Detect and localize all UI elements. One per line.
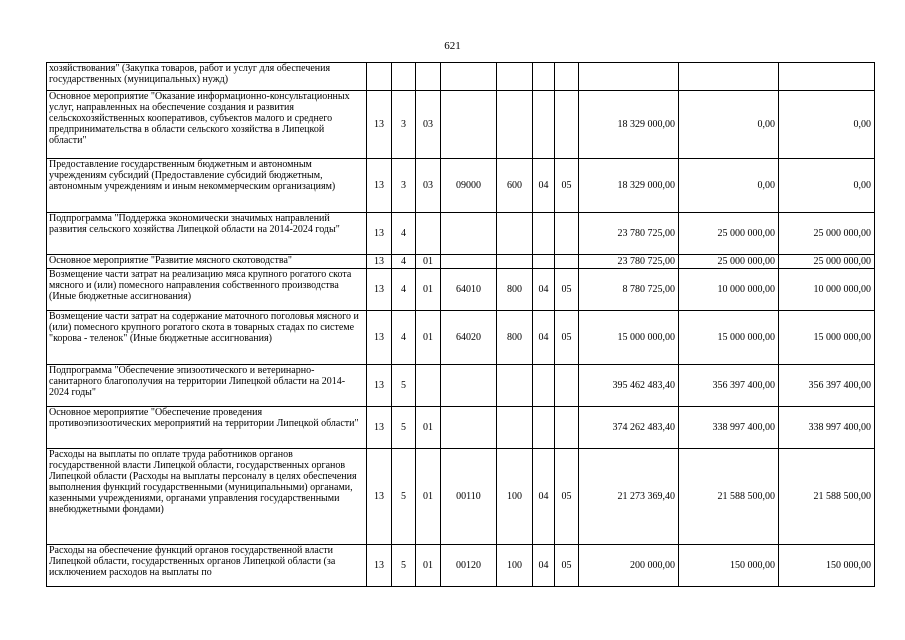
amount-year-3: 21 588 500,00: [779, 449, 875, 545]
amount-year-3: 25 000 000,00: [779, 213, 875, 255]
table-row: [47, 269, 875, 311]
table-row: [47, 159, 875, 213]
amount-year-1: 18 329 000,00: [579, 159, 679, 213]
code-subprogram: 4: [392, 311, 416, 365]
code-direction: 64020: [441, 311, 497, 365]
code-expense-type: 800: [497, 311, 533, 365]
amount-year-2: 0,00: [679, 159, 779, 213]
code-activity: 01: [416, 449, 441, 545]
code-direction: [441, 63, 497, 91]
amount-year-2: [679, 63, 779, 91]
table-row: [47, 213, 875, 255]
amount-year-2: 356 397 400,00: [679, 365, 779, 407]
amount-year-1: 15 000 000,00: [579, 311, 679, 365]
amount-year-3: 338 997 400,00: [779, 407, 875, 449]
amount-year-1: 200 000,00: [579, 545, 679, 587]
code-expense-type: 800: [497, 269, 533, 311]
code-activity: 01: [416, 269, 441, 311]
code-activity: 01: [416, 545, 441, 587]
table-row: [47, 545, 875, 587]
amount-year-1: 23 780 725,00: [579, 255, 679, 269]
code-direction: 00120: [441, 545, 497, 587]
code-subsection: [555, 213, 579, 255]
code-section: [533, 213, 555, 255]
code-subsection: 05: [555, 545, 579, 587]
code-subprogram: 4: [392, 213, 416, 255]
code-subsection: 05: [555, 159, 579, 213]
code-program: 13: [367, 213, 392, 255]
table-row: [47, 365, 875, 407]
code-section: 04: [533, 159, 555, 213]
table-row: [47, 407, 875, 449]
amount-year-3: 150 000,00: [779, 545, 875, 587]
code-activity: 01: [416, 255, 441, 269]
code-activity: 01: [416, 311, 441, 365]
code-subprogram: 5: [392, 449, 416, 545]
code-expense-type: [497, 63, 533, 91]
page-number: 621: [444, 40, 461, 52]
code-subsection: [555, 91, 579, 159]
code-program: 13: [367, 91, 392, 159]
table-row: [47, 449, 875, 545]
code-activity: [416, 213, 441, 255]
code-program: 13: [367, 269, 392, 311]
code-direction: [441, 365, 497, 407]
code-direction: [441, 213, 497, 255]
code-program: 13: [367, 159, 392, 213]
code-subsection: 05: [555, 311, 579, 365]
code-direction: 09000: [441, 159, 497, 213]
code-subprogram: 5: [392, 407, 416, 449]
code-subsection: [555, 255, 579, 269]
code-program: 13: [367, 545, 392, 587]
amount-year-2: 25 000 000,00: [679, 255, 779, 269]
amount-year-1: [579, 63, 679, 91]
code-direction: [441, 91, 497, 159]
row-description: Подпрограмма "Поддержка экономически значимых направлений развития сельского хозяйства Липецкой области на 2014-2024 годы": [47, 213, 367, 255]
code-program: 13: [367, 365, 392, 407]
row-description: Возмещение части затрат на содержание маточного поголовья мясного и (или) помесного крупного рогатого скота в товарных стадах по системе "корова - теленок" (Иные бюджетные ассигнования): [47, 311, 367, 365]
code-subprogram: 4: [392, 269, 416, 311]
row-description: Подпрограмма "Обеспечение эпизоотического и ветеринарно-санитарного благополучия на территории Липецкой области на 2014-2024 годы": [47, 365, 367, 407]
row-description: Расходы на обеспечение функций органов государственной власти Липецкой области, государственных органов Липецкой области (за исключением расходов на выплаты по: [47, 545, 367, 587]
amount-year-1: 23 780 725,00: [579, 213, 679, 255]
table-row: [47, 63, 875, 91]
amount-year-2: 150 000,00: [679, 545, 779, 587]
code-section: [533, 407, 555, 449]
code-program: 13: [367, 255, 392, 269]
code-expense-type: [497, 255, 533, 269]
code-expense-type: 100: [497, 449, 533, 545]
code-section: [533, 91, 555, 159]
row-description: Основное мероприятие "Обеспечение проведения противоэпизоотических мероприятий на территории Липецкой области": [47, 407, 367, 449]
table-row: [47, 91, 875, 159]
code-section: 04: [533, 311, 555, 365]
code-expense-type: [497, 91, 533, 159]
code-expense-type: 600: [497, 159, 533, 213]
code-direction: [441, 407, 497, 449]
table-body: [47, 63, 875, 587]
code-section: [533, 255, 555, 269]
amount-year-1: 395 462 483,40: [579, 365, 679, 407]
amount-year-2: 338 997 400,00: [679, 407, 779, 449]
code-program: [367, 63, 392, 91]
row-description: Предоставление государственным бюджетным и автономным учреждениям субсидий (Предоставление субсидий бюджетным, автономным учреждениям и иным некоммерческим организациям): [47, 159, 367, 213]
code-program: 13: [367, 449, 392, 545]
code-activity: 03: [416, 91, 441, 159]
amount-year-3: 15 000 000,00: [779, 311, 875, 365]
amount-year-2: 0,00: [679, 91, 779, 159]
code-subprogram: [392, 63, 416, 91]
code-program: 13: [367, 311, 392, 365]
amount-year-2: 25 000 000,00: [679, 213, 779, 255]
code-expense-type: 100: [497, 545, 533, 587]
budget-table: [46, 62, 875, 587]
code-expense-type: [497, 407, 533, 449]
row-description: Расходы на выплаты по оплате труда работников органов государственной власти Липецкой области, государственных органов Липецкой области (Расходы на выплаты персоналу в целях обеспечения выполнения функций государственными (муниципальными) органами, казенными учреждениями, органами управления государственными внебюджетными фондами): [47, 449, 367, 545]
amount-year-1: 8 780 725,00: [579, 269, 679, 311]
amount-year-3: 25 000 000,00: [779, 255, 875, 269]
amount-year-2: 21 588 500,00: [679, 449, 779, 545]
code-activity: [416, 63, 441, 91]
code-section: [533, 365, 555, 407]
code-subsection: 05: [555, 269, 579, 311]
amount-year-1: 18 329 000,00: [579, 91, 679, 159]
amount-year-2: 15 000 000,00: [679, 311, 779, 365]
amount-year-3: 0,00: [779, 91, 875, 159]
table-row: [47, 255, 875, 269]
code-direction: [441, 255, 497, 269]
code-activity: 01: [416, 407, 441, 449]
code-subsection: 05: [555, 449, 579, 545]
code-subprogram: 3: [392, 159, 416, 213]
code-activity: [416, 365, 441, 407]
code-subprogram: 4: [392, 255, 416, 269]
code-subsection: [555, 407, 579, 449]
code-subprogram: 5: [392, 365, 416, 407]
code-direction: 00110: [441, 449, 497, 545]
code-direction: 64010: [441, 269, 497, 311]
row-description: Основное мероприятие "Развитие мясного скотоводства": [47, 255, 367, 269]
amount-year-1: 21 273 369,40: [579, 449, 679, 545]
amount-year-3: [779, 63, 875, 91]
row-description: Возмещение части затрат на реализацию мяса крупного рогатого скота мясного и (или) помесного направления собственного производства (Иные бюджетные ассигнования): [47, 269, 367, 311]
code-section: [533, 63, 555, 91]
amount-year-2: 10 000 000,00: [679, 269, 779, 311]
amount-year-1: 374 262 483,40: [579, 407, 679, 449]
code-section: 04: [533, 269, 555, 311]
code-program: 13: [367, 407, 392, 449]
code-subprogram: 3: [392, 91, 416, 159]
code-section: 04: [533, 545, 555, 587]
amount-year-3: 356 397 400,00: [779, 365, 875, 407]
row-description: хозяйствования" (Закупка товаров, работ и услуг для обеспечения государственных (муниципальных) нужд): [47, 63, 367, 91]
code-subsection: [555, 63, 579, 91]
amount-year-3: 10 000 000,00: [779, 269, 875, 311]
amount-year-3: 0,00: [779, 159, 875, 213]
table-row: [47, 311, 875, 365]
code-expense-type: [497, 365, 533, 407]
code-activity: 03: [416, 159, 441, 213]
row-description: Основное мероприятие "Оказание информационно-консультационных услуг, направленных на обеспечение создания и развития сельскохозяйственных кооперативов, субъектов малого и среднего предпринимательства в области сельского хозяйства в Липецкой области": [47, 91, 367, 159]
code-expense-type: [497, 213, 533, 255]
code-subsection: [555, 365, 579, 407]
code-section: 04: [533, 449, 555, 545]
code-subprogram: 5: [392, 545, 416, 587]
